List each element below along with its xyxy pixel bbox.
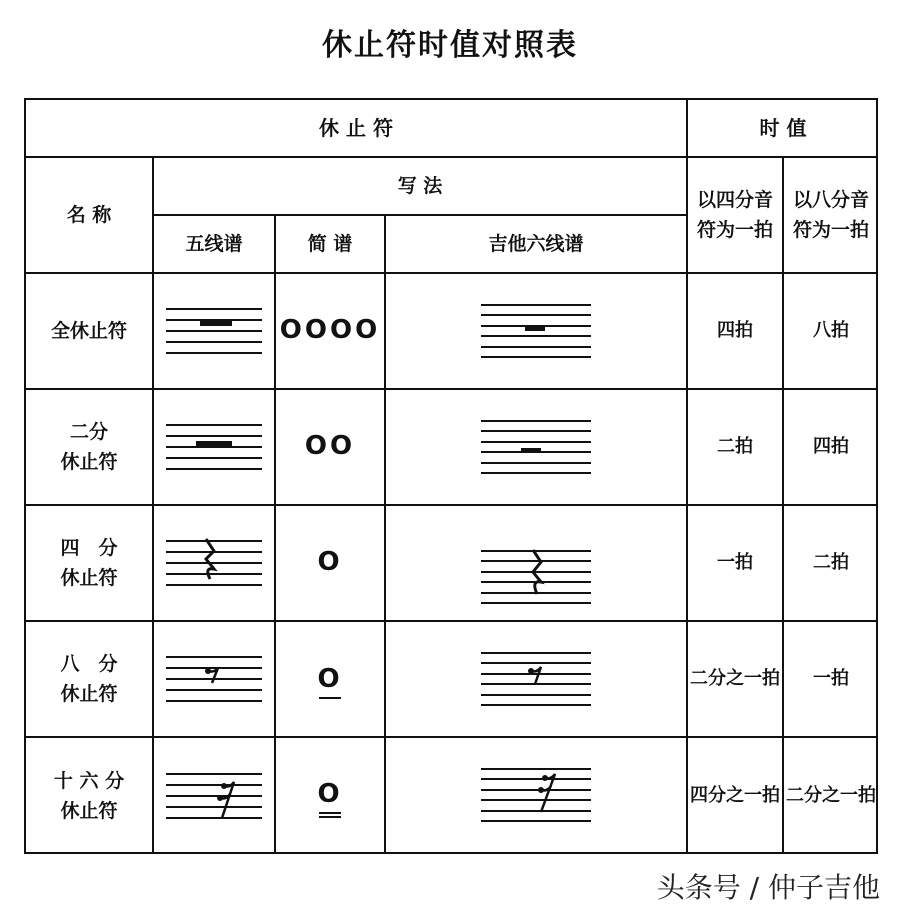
quarter-rest-staff-icon bbox=[166, 537, 262, 589]
row-name: 八 分 休止符 bbox=[26, 622, 154, 738]
row-name: 二分 休止符 bbox=[26, 390, 154, 506]
underline-icon bbox=[319, 812, 341, 814]
eighth-rest-tab-icon bbox=[481, 650, 591, 708]
half-rest-staff-icon bbox=[166, 421, 262, 473]
quarter-value: 二分之一拍 bbox=[688, 622, 784, 738]
staff-cell bbox=[154, 274, 276, 390]
header-quarter-beat: 以四分音符为一拍 bbox=[688, 158, 784, 274]
jianpu-cell: O bbox=[276, 506, 386, 622]
tab-cell bbox=[386, 274, 688, 390]
page-title: 休止符时值对照表 bbox=[322, 28, 578, 63]
staff-cell bbox=[154, 390, 276, 506]
eighth-value: 二拍 bbox=[784, 506, 878, 622]
staff-cell bbox=[154, 622, 276, 738]
row-name: 四 分 休止符 bbox=[26, 506, 154, 622]
header-notation: 写 法 bbox=[154, 158, 688, 216]
tab-cell bbox=[386, 390, 688, 506]
rest-duration-table bbox=[24, 98, 878, 854]
header-eighth-beat: 以八分音符为一拍 bbox=[784, 158, 878, 274]
eighth-value: 一拍 bbox=[784, 622, 878, 738]
header-staff: 五线谱 bbox=[154, 216, 276, 274]
eighth-value: 四拍 bbox=[784, 390, 878, 506]
header-duration: 时 值 bbox=[688, 100, 878, 158]
header-tab: 吉他六线谱 bbox=[386, 216, 688, 274]
quarter-rest-tab-icon bbox=[481, 548, 591, 608]
jianpu-cell: OO bbox=[276, 390, 386, 506]
header-rest: 休 止 符 bbox=[26, 100, 688, 158]
eighth-value: 八拍 bbox=[784, 274, 878, 390]
jianpu-cell: OOOO bbox=[276, 274, 386, 390]
staff-cell bbox=[154, 738, 276, 854]
staff-cell bbox=[154, 506, 276, 622]
underline-icon bbox=[319, 816, 341, 818]
quarter-value: 四拍 bbox=[688, 274, 784, 390]
watermark: 头条号 / 仲子吉他 bbox=[656, 871, 880, 904]
quarter-value: 四分之一拍 bbox=[688, 738, 784, 854]
whole-rest-staff-icon bbox=[166, 305, 262, 357]
sixteenth-rest-tab-icon bbox=[481, 766, 591, 826]
sixteenth-rest-staff-icon bbox=[166, 770, 262, 822]
quarter-value: 一拍 bbox=[688, 506, 784, 622]
eighth-value: 二分之一拍 bbox=[786, 784, 876, 806]
tab-cell bbox=[386, 506, 688, 622]
header-name: 名 称 bbox=[26, 158, 154, 274]
half-rest-tab-icon bbox=[481, 418, 591, 476]
row-name: 全休止符 bbox=[26, 274, 154, 390]
eighth-rest-staff-icon bbox=[166, 653, 262, 705]
tab-cell bbox=[386, 622, 688, 738]
whole-rest-tab-icon bbox=[481, 302, 591, 360]
header-jianpu: 简 谱 bbox=[276, 216, 386, 274]
tab-cell bbox=[386, 738, 688, 854]
underline-icon bbox=[319, 697, 341, 699]
jianpu-cell: O bbox=[276, 738, 386, 854]
jianpu-cell: O bbox=[276, 622, 386, 738]
row-name: 十 六 分 休止符 bbox=[26, 738, 154, 854]
quarter-value: 二拍 bbox=[688, 390, 784, 506]
